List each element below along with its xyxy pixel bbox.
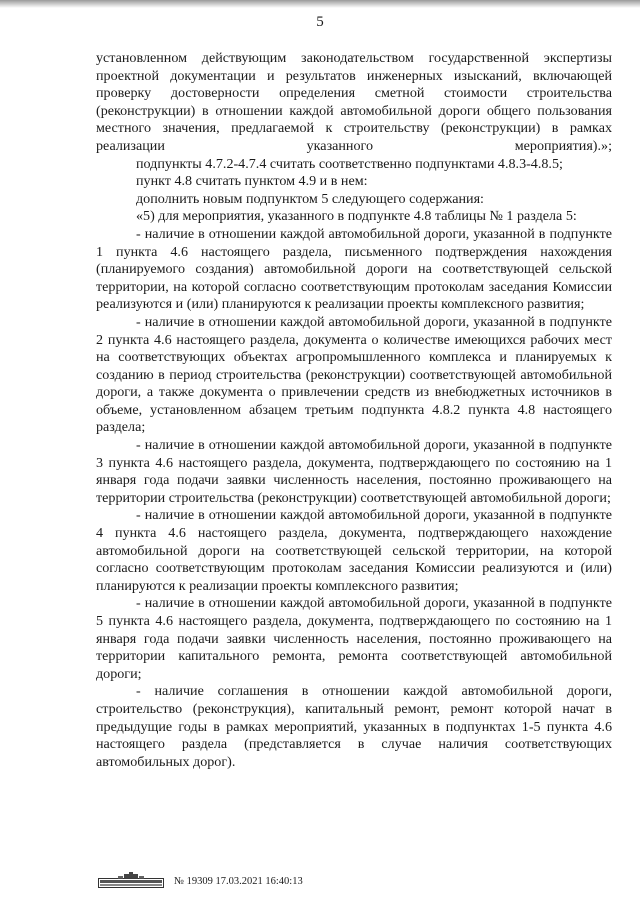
- paragraph-point-renumber: пункт 4.8 считать пунктом 4.9 и в нем:: [136, 173, 368, 190]
- paragraph-condition-4: - наличие в отношении каждой автомобильной дороги, указанной в подпункте 4 пункта 4.6 настоящего раздела, документа, подтверждающего нахождение автомобильной дороги на соответствующей сельской территории, на которой согласно соответствующим протоколам заседания Комиссии реализуются и (или) планируются к реализации проекты комплексного развития;: [96, 507, 612, 594]
- paragraph-add-subpoint: дополнить новым подпунктом 5 следующего содержания:: [136, 190, 484, 207]
- paragraph-subpoints-renumber: подпункты 4.7.2-4.7.4 считать соответственно подпунктами 4.8.3-4.8.5;: [136, 155, 563, 172]
- page-number: 5: [316, 14, 324, 30]
- paragraph-subpoint-5-heading: «5) для мероприятия, указанного в подпункте 4.8 таблицы № 1 раздела 5:: [136, 208, 577, 225]
- paragraph-continuation: установленном действующим законодательством государственной экспертизы проектной документации и результатов инженерных изысканий, включающей проверку достоверности определения сметной стоимости строительства (реконструкции) в отношении каждой автомобильной дороги общего пользования местного значения, предлагаемой к строительству (реконструкции) в рамках реализации указанного мероприятия).»;: [96, 50, 612, 154]
- registration-number: № 19309 17.03.2021 16:40:13: [174, 876, 303, 887]
- paragraph-condition-2: - наличие в отношении каждой автомобильной дороги, указанной в подпункте 2 пункта 4.6 настоящего раздела, документа о количестве имеющихся рабочих мест на соответствующих объектах агропромышленного комплекса и планируемых к созданию в период строительства (реконструкции) соответствующей автомобильной дороги, а также документа о привлечении средств из внебюджетных источников в объеме, установленном абзацем третьим подпункта 4.8.2 пункта 4.8 настоящего раздела;: [96, 313, 612, 436]
- document-body: [96, 50, 612, 771]
- scan-edge: [0, 0, 640, 8]
- document-footer: [98, 872, 303, 888]
- registration-stamp-icon: [98, 872, 164, 888]
- paragraph-condition-1: - наличие в отношении каждой автомобильной дороги, указанной в подпункте 1 пункта 4.6 настоящего раздела, письменного подтверждения нахождения (планируемого создания) автомобильной дороги на соответствующей сельской территории, на которой согласно соответствующим протоколам заседания Комиссии реализуются и (или) планируются к реализации проекты комплексного развития;: [96, 225, 612, 313]
- paragraph-condition-3: - наличие в отношении каждой автомобильной дороги, указанной в подпункте 3 пункта 4.6 настоящего раздела, документа, подтверждающего по состоянию на 1 января года подачи заявки численность населения, постоянно проживающего на территории строительства (реконструкции) соответствующей автомобильной дороги;: [96, 437, 612, 506]
- paragraph-condition-6: - наличие соглашения в отношении каждой автомобильной дороги, строительство (реконструкция), капитальный ремонт, ремонт которой начат в предыдущие годы в рамках мероприятий, указанных в подпунктах 1-5 пункта 4.6 настоящего раздела (представляется в случае наличия соответствующих автомобильных дорог).: [96, 683, 612, 770]
- paragraph-condition-5: - наличие в отношении каждой автомобильной дороги, указанной в подпункте 5 пункта 4.6 настоящего раздела, документа, подтверждающего по состоянию на 1 января года подачи заявки численность населения, постоянно проживающего на территории капитального ремонта, ремонта соответствующей автомобильной дороги;: [96, 595, 612, 682]
